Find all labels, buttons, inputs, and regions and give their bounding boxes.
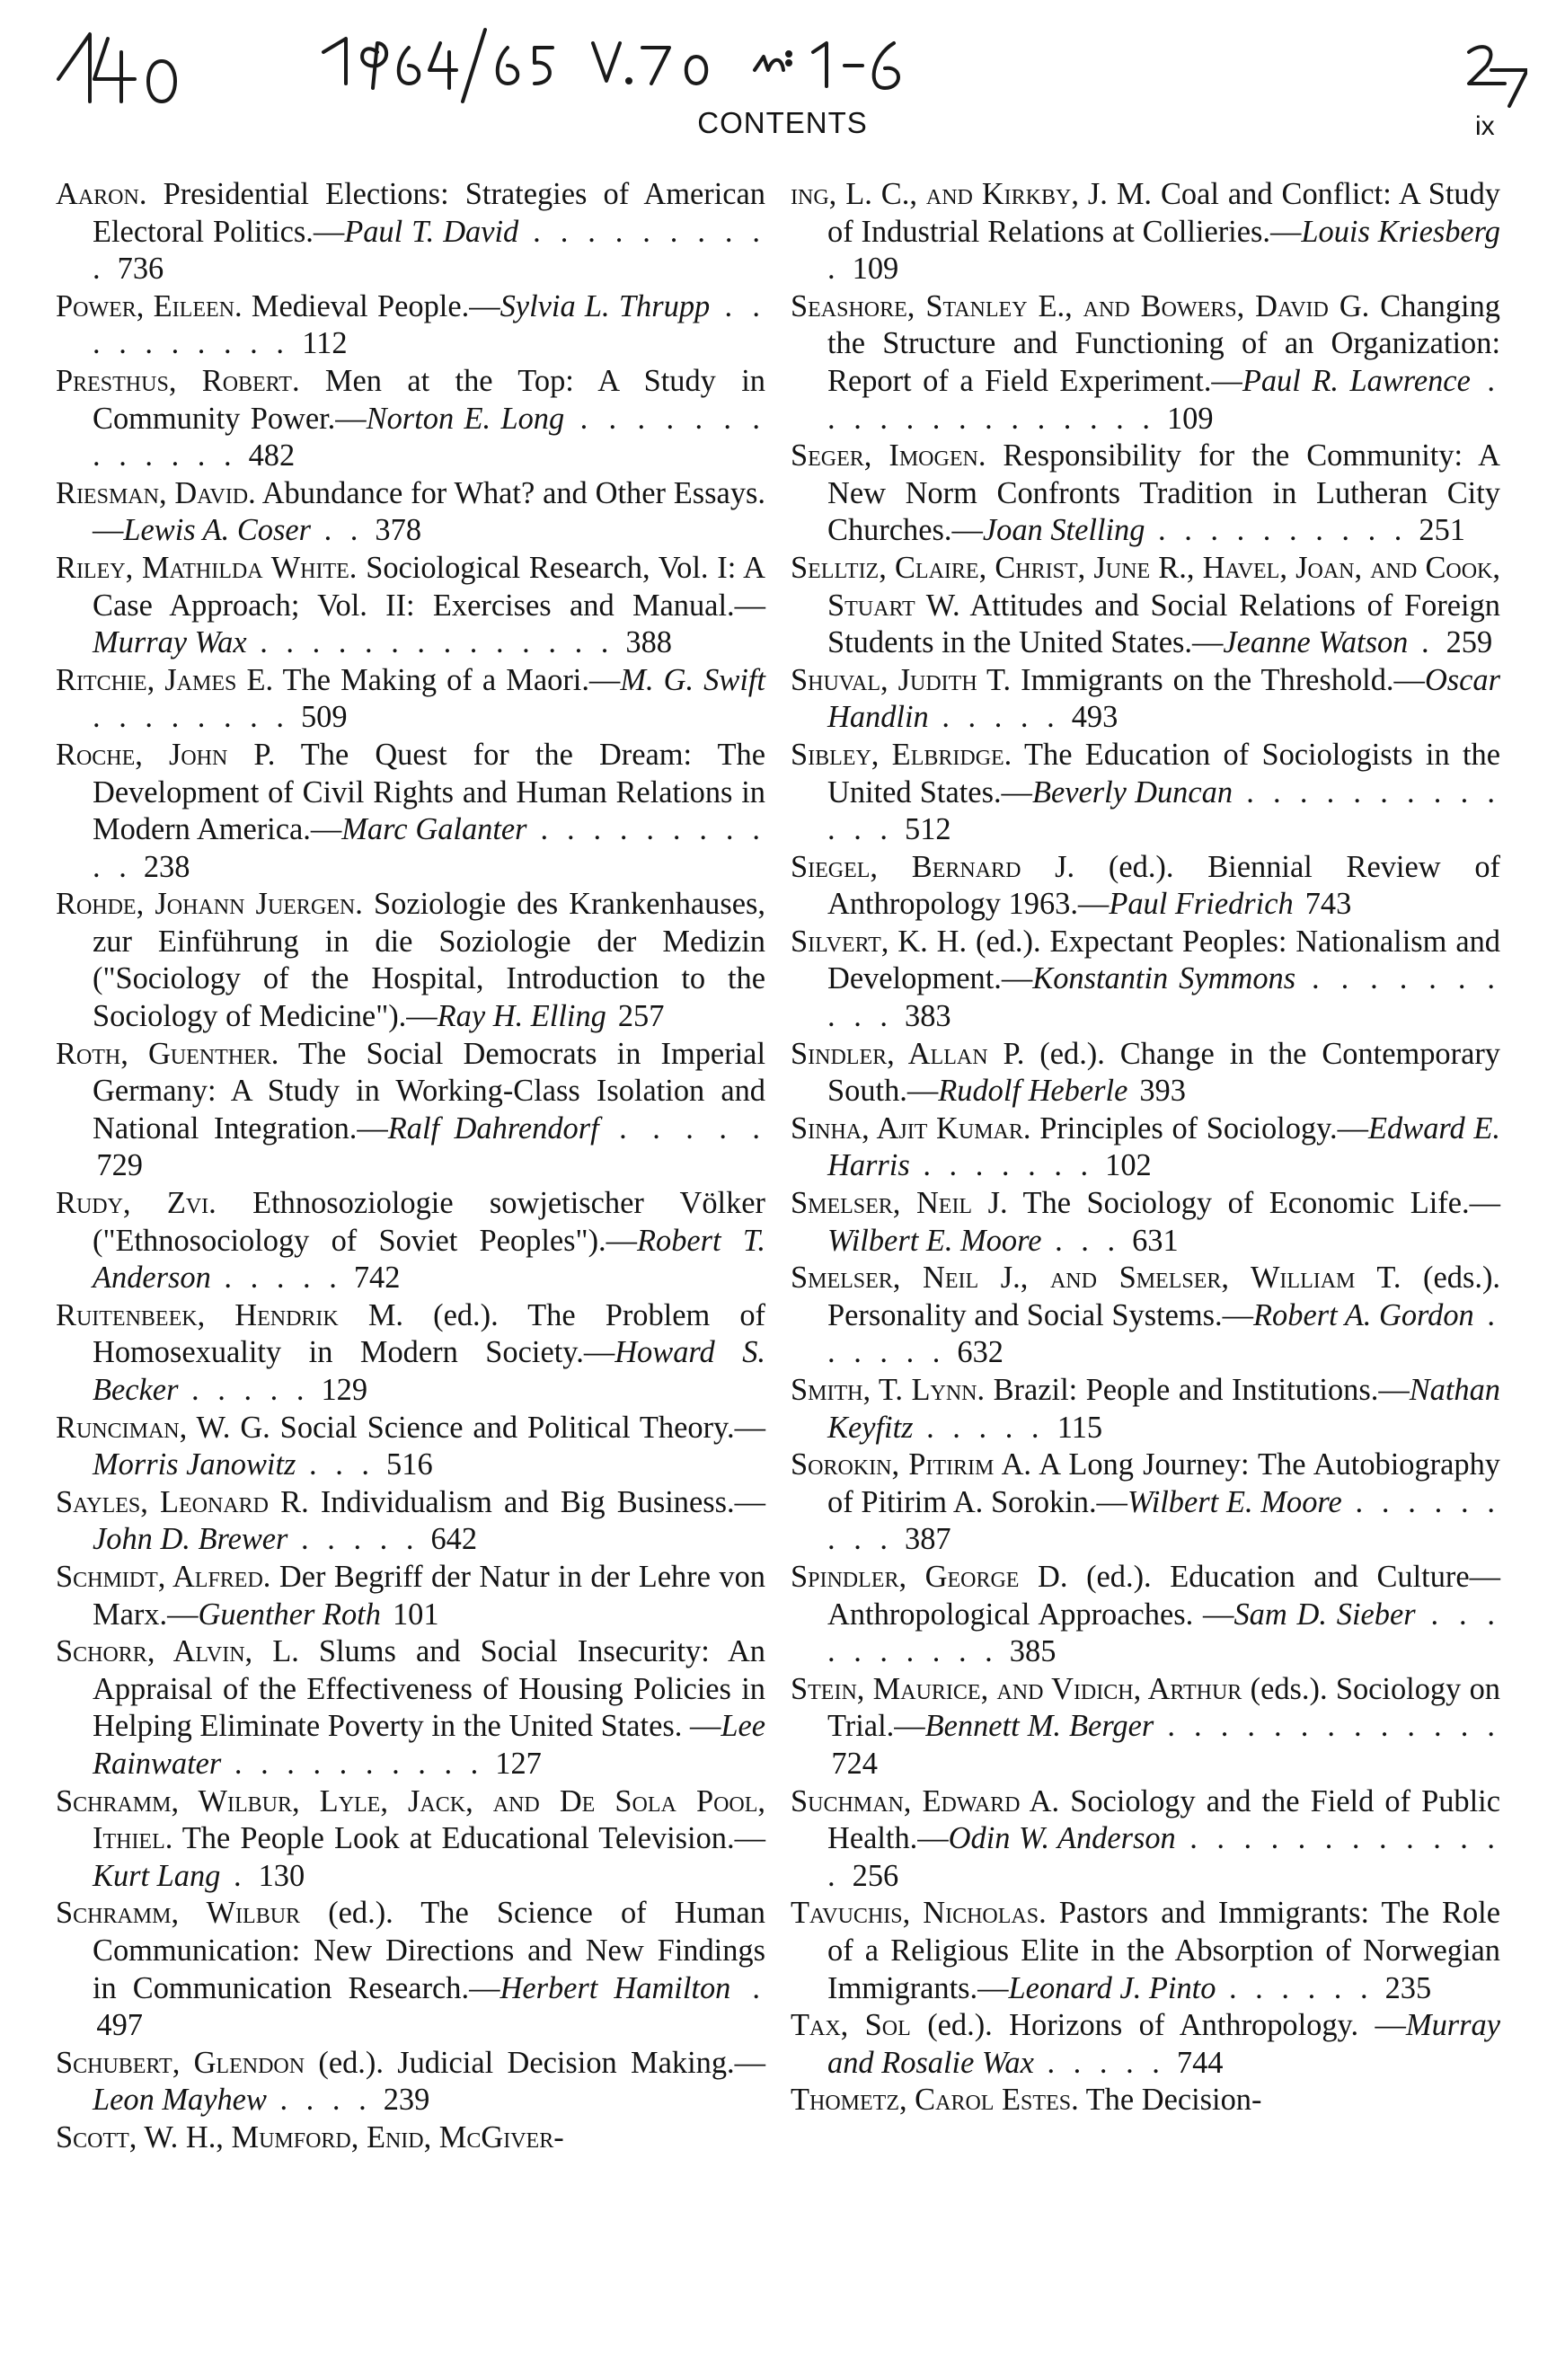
entry-reviewer: Morris Janowitz xyxy=(93,1447,296,1482)
entry-author: Schmidt, Alfred. xyxy=(56,1559,271,1594)
toc-entry xyxy=(791,550,1500,662)
entry-page: 130 xyxy=(258,1858,305,1893)
entry-reviewer: Paul R. Lawrence xyxy=(1242,363,1471,398)
entry-author: Smelser, Neil J. xyxy=(791,1186,1008,1221)
toc-entry xyxy=(56,1783,765,1896)
entry-reviewer: Louis Kriesberg xyxy=(1301,214,1500,249)
entry-reviewer: Leon Mayhew xyxy=(93,2083,267,2118)
dot-leader: . . . . . . . . . xyxy=(827,1484,1501,1557)
dot-leader: . . . . . . . . . . xyxy=(93,214,765,287)
toc-entry xyxy=(791,1895,1500,2007)
toc-entry xyxy=(56,2045,765,2119)
dot-leader: . . . xyxy=(1041,1223,1121,1258)
entry-page: 516 xyxy=(386,1447,433,1482)
dot-leader: . xyxy=(1408,625,1435,660)
entry-author: Aaron. xyxy=(56,177,147,211)
entry-title: Attitudes and Social Relations of Foreign Students in the United States.— xyxy=(827,588,1500,660)
entry-reviewer: Jeanne Watson xyxy=(1223,625,1409,660)
toc-entry xyxy=(56,1484,765,1559)
entry-title: Social Science and Political Theory.— xyxy=(270,1410,765,1445)
entry-title: (eds.). Sociology on Trial.— xyxy=(827,1671,1500,1744)
entry-title: Sociological Research, Vol. I: A Case Approach; Vol. II: Exercises and Manual.— xyxy=(93,550,766,623)
entry-reviewer: Kurt Lang xyxy=(93,1858,221,1893)
entry-title: (eds.). Personality and Social Systems.— xyxy=(827,1261,1500,1332)
toc-entry xyxy=(791,924,1500,1036)
toc-entry xyxy=(791,1559,1500,1671)
entry-page: 385 xyxy=(1009,1634,1057,1669)
dot-leader: . . . . . . xyxy=(1216,1970,1374,2005)
right-column xyxy=(791,176,1500,2119)
entry-title: Principles of Sociology.— xyxy=(1030,1110,1369,1146)
entry-author: ing, L. C., and Kirkby, J. M. xyxy=(791,177,1153,211)
entry-title: The Education of Sociologists in the United States.— xyxy=(827,737,1500,810)
entry-author: Rohde, Johann Juergen. xyxy=(56,887,363,922)
dot-leader: . . . . . xyxy=(598,1110,765,1146)
entry-page: 388 xyxy=(625,625,672,660)
entry-author: Shuval, Judith T. xyxy=(791,662,1012,697)
entry-author: Schramm, Wilbur xyxy=(56,1896,301,1931)
dot-leader: . xyxy=(220,1858,247,1893)
toc-entry xyxy=(791,737,1500,849)
entry-title: A Long Journey: The Autobiography of Pitirim A. Sorokin.— xyxy=(827,1447,1500,1519)
entry-author: Suchman, Edward A. xyxy=(791,1783,1060,1818)
entry-author: Thometz, Carol Estes. xyxy=(791,2083,1079,2118)
toc-entry xyxy=(56,363,765,475)
entry-page: 251 xyxy=(1419,513,1465,548)
entry-author: Roche, John P. xyxy=(56,737,276,772)
entry-author: Ruitenbeek, Hendrik M. xyxy=(56,1297,404,1332)
entry-reviewer: Sylvia L. Thrupp xyxy=(500,288,711,323)
dot-leader: . xyxy=(827,252,841,287)
entry-reviewer: Rudolf Heberle xyxy=(938,1074,1128,1109)
dot-leader: . xyxy=(730,1970,765,2005)
toc-entry xyxy=(791,288,1500,438)
entry-page: 257 xyxy=(617,999,665,1034)
toc-entry xyxy=(56,1633,765,1783)
entry-title: Soziologie des Krankenhauses, zur Einführung in die Soziologie der Medizin ("Sociology of the Hospital, Introduction to the Sociology of Medicine").— xyxy=(93,887,765,1034)
toc-entry xyxy=(791,176,1500,288)
entry-page: 387 xyxy=(905,1522,951,1557)
entry-reviewer: Joan Stelling xyxy=(982,513,1145,548)
page-heading: CONTENTS xyxy=(697,106,868,139)
dot-leader: . . xyxy=(311,513,364,548)
entry-author: Spindler, George D. xyxy=(791,1559,1068,1594)
dot-leader: . . . . . . . . . . . . . xyxy=(1154,1709,1500,1744)
entry-reviewer: Howard S. Becker xyxy=(93,1335,765,1407)
entry-reviewer: Wilbert E. Moore xyxy=(1127,1484,1342,1519)
toc-entry xyxy=(56,1297,765,1410)
entry-reviewer: Leonard J. Pinto xyxy=(1008,1970,1216,2005)
dot-leader: . . . . . . . . . . xyxy=(221,1746,484,1781)
entry-author: Selltiz, Claire, Christ, June R., Havel, Joan, and Cook, Stuart W. xyxy=(791,550,1500,623)
dot-leader: . . . . . xyxy=(913,1410,1045,1445)
toc-entry xyxy=(791,662,1500,737)
dot-leader: . . . . . . . . . . xyxy=(93,288,765,361)
entry-title: Ethnosoziologie sowjetischer Völker ("Ethnosociology of Soviet Peoples").— xyxy=(93,1186,766,1258)
dot-leader: . . . . . xyxy=(1033,2045,1165,2080)
entry-author: Power, Eileen. xyxy=(56,288,243,323)
page-number: ix xyxy=(1475,111,1495,141)
entry-page: 112 xyxy=(302,326,348,361)
toc-entry xyxy=(791,1036,1500,1110)
entry-reviewer: Herbert Hamilton xyxy=(500,1970,731,2005)
toc-entry xyxy=(56,475,765,550)
left-column xyxy=(56,176,765,2156)
toc-entry xyxy=(56,2119,765,2157)
toc-entry xyxy=(791,1185,1500,1260)
toc-entry xyxy=(56,1559,765,1633)
toc-entry xyxy=(791,1671,1500,1783)
entry-title: Brazil: People and Institutions.— xyxy=(985,1373,1410,1407)
entry-page: 101 xyxy=(392,1597,439,1632)
entry-author: Stein, Maurice, and Vidich, Arthur xyxy=(791,1671,1242,1706)
entry-author: Tavuchis, Nicholas. xyxy=(791,1896,1047,1931)
entry-title: Slums and Social Insecurity: An Appraisal of the Effectiveness of Housing Policies in Helping Eliminate Poverty in the United States. — xyxy=(93,1634,765,1744)
entry-page: 256 xyxy=(852,1858,899,1893)
toc-entry xyxy=(791,849,1500,924)
entry-reviewer: Wilbert E. Moore xyxy=(827,1223,1042,1258)
entry-page: 493 xyxy=(1071,700,1118,735)
entry-page: 115 xyxy=(1057,1410,1103,1445)
dot-leader: . . . . . xyxy=(178,1373,310,1407)
entry-reviewer: Marc Galanter xyxy=(341,812,527,847)
entry-page: 129 xyxy=(321,1373,368,1407)
entry-page: 109 xyxy=(852,252,899,287)
dot-leader: . . . . . xyxy=(928,700,1060,735)
entry-page: 497 xyxy=(96,2008,143,2043)
entry-page: 127 xyxy=(495,1746,542,1781)
entry-title: The Sociology of Economic Life.— xyxy=(1007,1186,1500,1221)
entry-author: Tax, Sol xyxy=(791,2008,911,2043)
entry-title: (ed.). Expectant Peoples: Nationalism and Development.— xyxy=(827,924,1500,996)
toc-entry xyxy=(56,1895,765,2044)
entry-title: (ed.). The Problem of Homosexuality in Modern Society.— xyxy=(93,1297,765,1370)
dot-leader: . . . . . . . . . . . . . . xyxy=(246,625,615,660)
toc-entry xyxy=(56,550,765,662)
toc-entry xyxy=(56,886,765,1035)
entry-title: Medieval People.— xyxy=(242,288,500,323)
entry-author: Sinha, Ajit Kumar. xyxy=(791,1110,1031,1146)
entry-author: Seger, Imogen. xyxy=(791,438,986,473)
entry-reviewer: Murray and Rosalie Wax xyxy=(827,2008,1500,2080)
dot-leader: . . . . . . . . . . . xyxy=(93,812,765,884)
entry-author: Riesman, David. xyxy=(56,475,256,510)
entry-page: 482 xyxy=(248,438,296,473)
dot-leader: . . . . . . . . . . . . . xyxy=(93,401,765,473)
entry-page: 509 xyxy=(300,700,348,735)
entry-reviewer: Ray H. Elling xyxy=(437,999,606,1034)
handwritten-call-number-image xyxy=(54,16,1527,115)
dot-leader: . . . . xyxy=(266,2083,372,2118)
entry-title: Der Begriff der Natur in der Lehre von Marx.— xyxy=(93,1559,766,1632)
entry-page: 743 xyxy=(1304,887,1352,922)
dot-leader: . . . . . . . xyxy=(909,1148,1094,1183)
entry-page: 102 xyxy=(1105,1148,1152,1183)
entry-author: Smelser, Neil J., and Smelser, William T. xyxy=(791,1261,1401,1296)
entry-title: The Social Democrats in Imperial Germany: A Study in Working-Class Isolation and National Integration.— xyxy=(93,1036,765,1146)
entry-reviewer: Paul Friedrich xyxy=(1109,887,1294,922)
entry-reviewer: John D. Brewer xyxy=(93,1522,288,1557)
entry-author: Schorr, Alvin, L. xyxy=(56,1634,299,1669)
toc-entry xyxy=(56,1185,765,1297)
toc-entry xyxy=(56,737,765,886)
entry-title: (ed.). Change in the Contemporary South.— xyxy=(827,1036,1500,1109)
dot-leader: . . . . . xyxy=(287,1522,420,1557)
entry-reviewer: Robert A. Gordon xyxy=(1253,1297,1474,1332)
toc-entry xyxy=(791,1260,1500,1372)
entry-page: 239 xyxy=(383,2083,430,2118)
entry-reviewer: Lewis A. Coser xyxy=(123,513,312,548)
entry-title: Abundance for What? and Other Essays.— xyxy=(93,475,765,548)
toc-entry xyxy=(56,1410,765,1484)
entry-page: 729 xyxy=(96,1148,143,1183)
entry-page: 512 xyxy=(905,812,951,847)
handwritten-annotation xyxy=(54,16,1527,115)
entry-title: Sociology and the Field of Public Health.— xyxy=(827,1783,1500,1856)
entry-author: Sorokin, Pitirim A. xyxy=(791,1447,1031,1482)
entry-page: 724 xyxy=(831,1746,878,1781)
dot-leader: . . . . . . . . . . . . . xyxy=(827,1821,1501,1893)
toc-entry xyxy=(791,1110,1500,1185)
toc-entry xyxy=(56,288,765,363)
toc-entry xyxy=(791,2007,1500,2082)
entry-author: Sibley, Elbridge. xyxy=(791,737,1012,772)
entry-page: 631 xyxy=(1132,1223,1179,1258)
entry-page: 744 xyxy=(1176,2045,1224,2080)
entry-author: Ritchie, James E. xyxy=(56,662,274,697)
entry-author: Rudy, Zvi. xyxy=(56,1186,217,1221)
entry-reviewer: Bennett M. Berger xyxy=(924,1709,1154,1744)
toc-entry xyxy=(791,2082,1500,2119)
entry-title: The Quest for the Dream: The Development of Civil Rights and Human Relations in Modern America.— xyxy=(93,737,765,847)
entry-title: Coal and Conflict: A Study of Industrial Relations at Collieries.— xyxy=(827,177,1500,249)
entry-title: Responsibility for the Community: A New Norm Confronts Tradition in Lutheran City Churches.— xyxy=(827,438,1500,548)
entry-author: Roth, Guenther. xyxy=(56,1036,279,1071)
entry-reviewer: Lee Rainwater xyxy=(93,1709,765,1781)
entry-title: Presidential Elections: Strategies of American Electoral Politics.— xyxy=(93,177,765,249)
entry-title: Individualism and Big Business.— xyxy=(308,1484,765,1519)
entry-reviewer: Konstantin Symmons xyxy=(1032,961,1296,996)
entry-author: Schramm, Wilbur, Lyle, Jack, and De Sola Pool, Ithiel. xyxy=(56,1783,765,1856)
toc-entry xyxy=(791,1447,1500,1559)
entry-author: Sindler, Allan P. xyxy=(791,1036,1025,1071)
entry-author: Scott, W. H., Mumford, Enid, McGiver- xyxy=(56,2119,564,2154)
entry-page: 736 xyxy=(117,252,164,287)
entry-title: (ed.). Education and Culture—Anthropological Approaches. — xyxy=(827,1559,1500,1632)
entry-author: Sayles, Leonard R. xyxy=(56,1484,309,1519)
entry-title: Changing the Structure and Functioning of an Organization: Report of a Field Experiment.— xyxy=(827,288,1500,398)
entry-reviewer: Paul T. David xyxy=(344,214,519,249)
dot-leader: . . . . . . . . . . . . . . xyxy=(827,363,1500,436)
entry-reviewer: M. G. Swift xyxy=(620,662,765,697)
entry-reviewer: Murray Wax xyxy=(93,625,247,660)
entry-page: 378 xyxy=(375,513,422,548)
entry-reviewer: Odin W. Anderson xyxy=(948,1821,1176,1856)
entry-title: The Decision- xyxy=(1078,2083,1262,2118)
toc-entry xyxy=(56,176,765,288)
entry-reviewer: Norton E. Long xyxy=(366,401,565,436)
entry-author: Siegel, Bernard J. xyxy=(791,849,1075,884)
dot-leader: . . . xyxy=(296,1447,376,1482)
entry-page: 109 xyxy=(1166,401,1214,436)
entry-author: Schubert, Glendon xyxy=(56,2045,305,2080)
entry-title: The People Look at Educational Television.— xyxy=(172,1821,765,1856)
entry-reviewer: Sam D. Sieber xyxy=(1233,1597,1416,1632)
entry-reviewer: Edward E. Harris xyxy=(827,1110,1500,1183)
entry-title: (ed.). The Science of Human Communication: New Directions and New Findings in Communication Research.— xyxy=(93,1896,765,2005)
entry-author: Smith, T. Lynn. xyxy=(791,1373,986,1407)
entry-title: (ed.). Horizons of Anthropology. — xyxy=(910,2008,1406,2043)
entry-title: The Making of a Maori.— xyxy=(273,662,621,697)
toc-entry xyxy=(791,438,1500,550)
entry-page: 393 xyxy=(1139,1074,1186,1109)
entry-page: 742 xyxy=(353,1261,401,1296)
entry-title: Immigrants on the Threshold.— xyxy=(1011,662,1425,697)
entry-page: 632 xyxy=(957,1335,1004,1370)
entry-title: Pastors and Immigrants: The Role of a Religious Elite in the Absorption of Norwegian Immigrants.— xyxy=(827,1896,1500,2005)
toc-entry xyxy=(791,1372,1500,1447)
entry-page: 259 xyxy=(1446,625,1493,660)
entry-reviewer: Robert T. Anderson xyxy=(93,1223,765,1296)
toc-entry xyxy=(791,1783,1500,1896)
entry-reviewer: Beverly Duncan xyxy=(1031,774,1233,810)
entry-page: 383 xyxy=(905,999,951,1034)
dot-leader: . . . . . . . . . . xyxy=(827,961,1500,1034)
entry-author: Riley, Mathilda White. xyxy=(56,550,358,585)
dot-leader: . . . . . xyxy=(210,1261,342,1296)
entry-title: Men at the Top: A Study in Community Power.— xyxy=(93,363,765,436)
entry-page: 642 xyxy=(430,1522,478,1557)
toc-entry xyxy=(56,662,765,737)
entry-author: Seashore, Stanley E., and Bowers, David G. xyxy=(791,288,1370,323)
dot-leader: . . . . . . . . . . xyxy=(1145,513,1408,548)
toc-entry xyxy=(56,1036,765,1185)
entry-reviewer: Ralf Dahrendorf xyxy=(387,1110,599,1146)
entry-reviewer: Oscar Handlin xyxy=(827,662,1500,735)
dot-leader: . . . . . . . . . . xyxy=(827,1597,1500,1669)
dot-leader: . . . . . . . . . . . . . xyxy=(827,774,1500,847)
entry-author: Silvert, K. H. xyxy=(791,924,968,959)
entry-title: (ed.). Biennial Review of Anthropology 1963.— xyxy=(827,849,1500,922)
entry-reviewer: Guenther Roth xyxy=(198,1597,381,1632)
dot-leader: . . . . . . xyxy=(827,1297,1500,1370)
entry-page: 235 xyxy=(1384,1970,1432,2005)
entry-author: Runciman, W. G. xyxy=(56,1410,270,1445)
entry-page: 238 xyxy=(143,849,190,884)
dot-leader: . . . . . . . . xyxy=(93,700,289,735)
entry-reviewer: Nathan Keyfitz xyxy=(827,1373,1500,1445)
entry-author: Presthus, Robert. xyxy=(56,363,300,398)
entry-title: (ed.). Judicial Decision Making.— xyxy=(305,2045,766,2080)
